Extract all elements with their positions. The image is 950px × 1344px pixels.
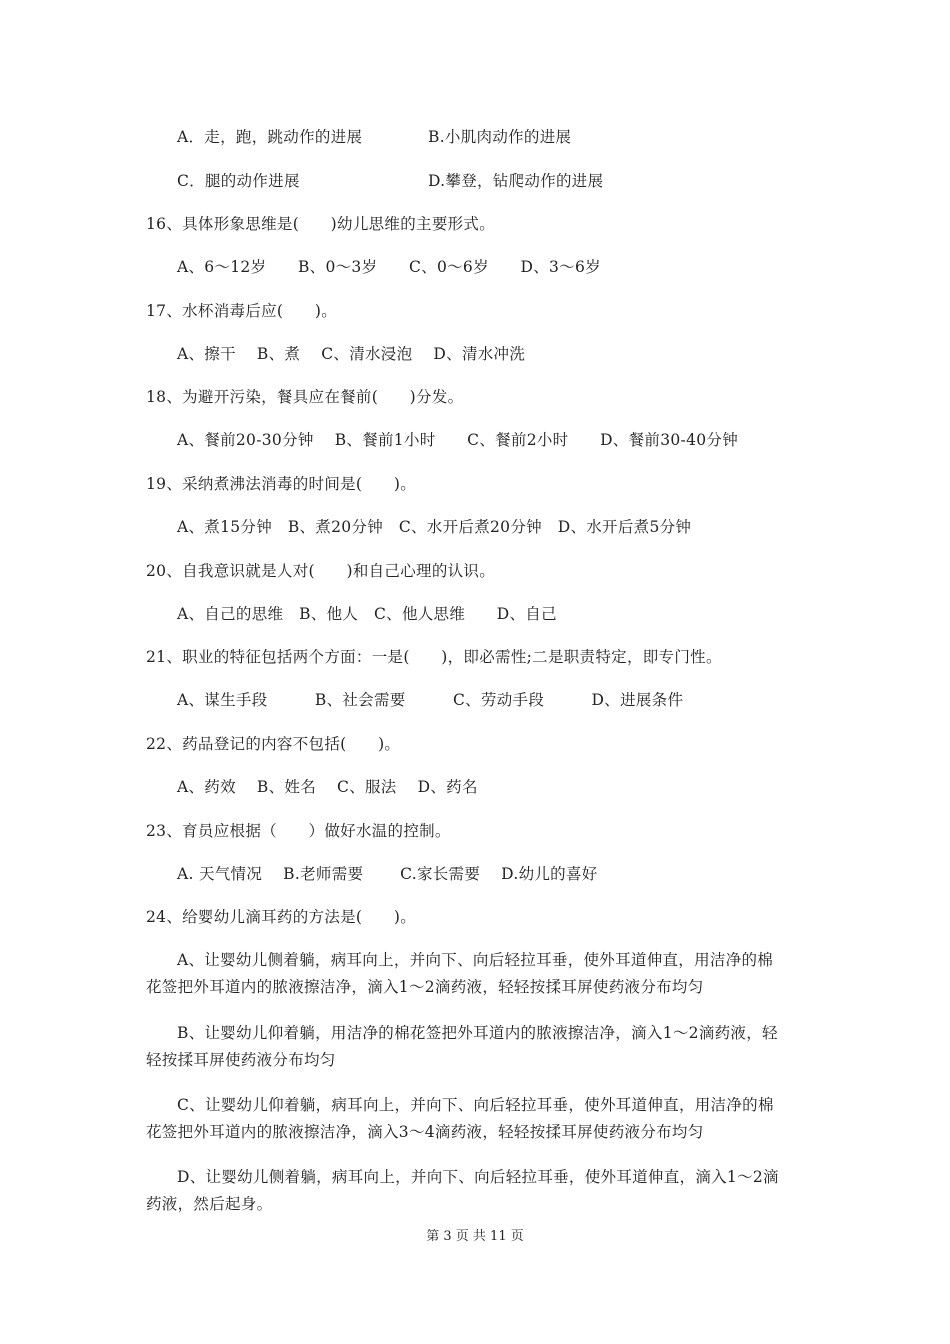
question-24-option-c-line1: C、让婴幼儿仰着躺，病耳向上，并向下、向后轻拉耳垂，使外耳道伸直，用洁净的棉	[177, 1096, 774, 1114]
question-22-stem: 22、药品登记的内容不包括( )。	[146, 735, 401, 753]
question-23-stem: 23、育员应根据（ ）做好水温的控制。	[146, 822, 451, 840]
question-20-options: A、自己的思维 B、他人 C、他人思维 D、自己	[177, 605, 557, 623]
page-number-footer: 第 3 页 共 11 页	[426, 1229, 524, 1244]
q15-option-c: C．腿的动作进展	[177, 172, 300, 190]
question-20-stem: 20、自我意识就是人对( )和自己心理的认识。	[146, 562, 496, 580]
question-21-options: A、谋生手段 B、社会需要 C、劳动手段 D、进展条件	[177, 691, 684, 709]
question-24-option-b-line2: 轻按揉耳屏使药液分布均匀	[146, 1051, 336, 1069]
question-22-options: A、药效 B、姓名 C、服法 D、药名	[177, 778, 478, 796]
question-24-option-d-line1: D、让婴幼儿侧着躺，病耳向上，并向下、向后轻拉耳垂，使外耳道伸直，滴入1～2滴	[177, 1168, 779, 1186]
question-17-options: A、擦干 B、煮 C、清水浸泡 D、清水冲洗	[177, 345, 526, 363]
q15-option-d: D.攀登，钻爬动作的进展	[428, 172, 604, 190]
question-16-options: A、6～12岁 B、0～3岁 C、0～6岁 D、3～6岁	[177, 258, 601, 276]
question-24-option-c-line2: 花签把外耳道内的脓液擦洁净，滴入3～4滴药液，轻轻按揉耳屏使药液分布均匀	[146, 1123, 704, 1141]
question-19-stem: 19、采纳煮沸法消毒的时间是( )。	[146, 475, 417, 493]
question-18-options: A、餐前20-30分钟 B、餐前1小时 C、餐前2小时 D、餐前30-40分钟	[177, 431, 738, 449]
q15-option-b: B.小肌肉动作的进展	[428, 128, 572, 146]
q15-option-a: A．走，跑，跳动作的进展	[177, 128, 363, 146]
question-24-option-a-line1: A、让婴幼儿侧着躺，病耳向上，并向下、向后轻拉耳垂，使外耳道伸直，用洁净的棉	[177, 951, 774, 969]
question-24-option-d-line2: 药液，然后起身。	[146, 1195, 273, 1213]
question-23-options: A. 天气情况 B.老师需要 C.家长需要 D.幼儿的喜好	[177, 865, 598, 883]
question-21-stem: 21、职业的特征包括两个方面：一是( )，即必需性;二是职责特定，即专门性。	[146, 648, 722, 666]
question-24-option-a-line2: 花签把外耳道内的脓液擦洁净，滴入1～2滴药液，轻轻按揉耳屏使药液分布均匀	[146, 978, 704, 996]
question-16-stem: 16、具体形象思维是( )幼儿思维的主要形式。	[146, 215, 496, 233]
question-24-stem: 24、给婴幼儿滴耳药的方法是( )。	[146, 908, 417, 926]
question-18-stem: 18、为避开污染，餐具应在餐前( )分发。	[146, 388, 464, 406]
question-19-options: A、煮15分钟 B、煮20分钟 C、水开后煮20分钟 D、水开后煮5分钟	[177, 518, 692, 536]
question-24-option-b-line1: B、让婴幼儿仰着躺，用洁净的棉花签把外耳道内的脓液擦洁净，滴入1～2滴药液，轻	[177, 1024, 778, 1042]
question-17-stem: 17、水杯消毒后应( )。	[146, 302, 338, 320]
